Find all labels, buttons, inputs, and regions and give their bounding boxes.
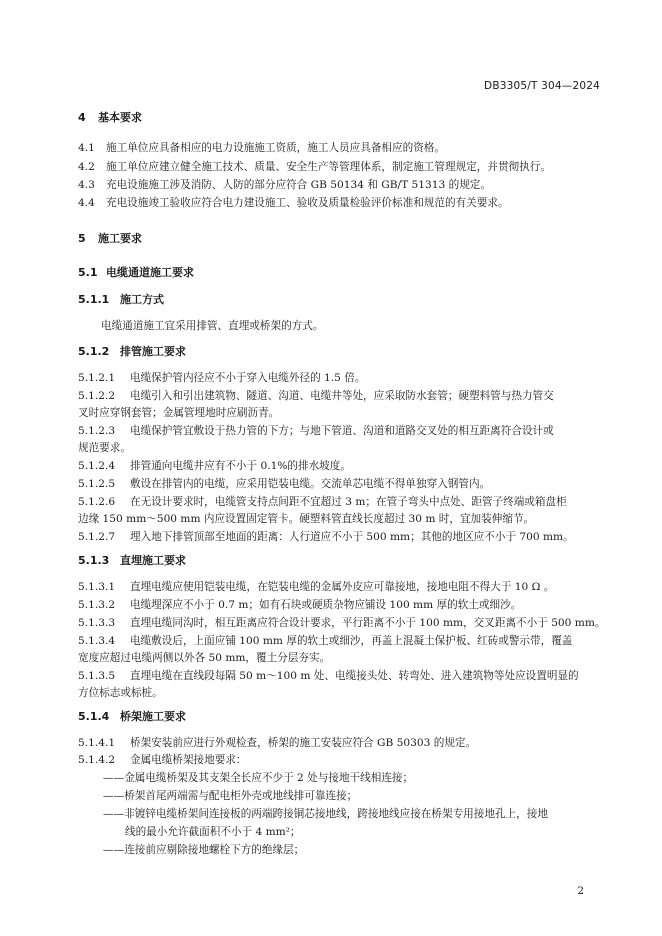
clause-5-1-4-2 — [78, 752, 247, 768]
clause-number: 5.1.3.5 — [78, 670, 116, 682]
clause-number: 5.1.3.2 — [78, 599, 116, 611]
clause-number: 4.2 — [78, 161, 95, 173]
subsection-heading-5-1-2 — [78, 344, 186, 360]
subsection-title: 施工方式 — [120, 293, 164, 306]
clause-text-continued: 宽度应超过电缆两侧以外各 50 mm，覆土分层夯实。 — [78, 652, 331, 664]
clause-text: 排管通向电缆井应有不小于 0.1%的排水坡度。 — [130, 460, 351, 472]
section-heading-5 — [78, 231, 142, 247]
subsection-number: 5.1.2 — [78, 345, 110, 358]
clause-number: 4.1 — [78, 142, 95, 154]
clause-number: 5.1.2.2 — [78, 390, 116, 402]
section-heading-4 — [78, 110, 142, 126]
clause-text-continued: 规范要求。 — [78, 442, 131, 454]
clause-4-2 — [78, 159, 551, 175]
clause-4-1 — [78, 140, 445, 156]
subsection-number: 5.1.3 — [78, 554, 110, 567]
clause-number: 5.1.2.4 — [78, 460, 116, 472]
clause-5-1-2-5 — [78, 476, 490, 492]
subsection-number: 5.1.4 — [78, 710, 110, 723]
clause-text-continued: 方位标志或标桩。 — [78, 687, 163, 699]
clause-number: 5.1.2.6 — [78, 496, 116, 508]
clause-number: 5.1.2.7 — [78, 531, 116, 543]
clause-5-1-3-4 — [78, 633, 572, 649]
subsection-title: 电缆通道施工要求 — [106, 266, 194, 279]
clause-5-1-2-1 — [78, 370, 365, 386]
section-title: 基本要求 — [98, 111, 142, 124]
clause-number: 5.1.2.3 — [78, 425, 116, 437]
clause-text: 金属电缆桥架接地要求： — [130, 754, 247, 766]
subsection-heading-5-1-1 — [78, 292, 164, 308]
clause-5-1-2-6 — [78, 494, 567, 510]
clause-5-1-3-3 — [78, 615, 605, 631]
paragraph-5-1-1: 电缆通道施工宜采用排管、直埋或桥架的方式。 — [101, 320, 324, 332]
clause-text: 在无设计要求时，电缆管支持点间距不宜超过 3 m；在管子弯头中点处、距管子终端或箱盘柜 — [130, 496, 567, 508]
clause-5-1-2-4 — [78, 458, 351, 474]
clause-text: 电缆引入和引出建筑物、隧道、沟道、电缆井等处，应采取防水套管；硬塑料管与热力管交 — [130, 390, 554, 402]
clause-text: 电缆保护管内径应不小于穿入电缆外径的 1.5 倍。 — [130, 372, 366, 384]
subsection-number: 5.1 — [78, 266, 98, 279]
page-number: 2 — [577, 885, 584, 897]
clause-text: 充电设施竣工验收应符合电力建设施工、验收及质量检验评价标准和规范的有关要求。 — [106, 197, 509, 209]
section-title: 施工要求 — [98, 232, 142, 245]
clause-4-3 — [78, 177, 491, 193]
clause-number: 5.1.2.5 — [78, 478, 116, 490]
clause-text-continued: 边缘 150 mm～500 mm 内应设置固定管卡。硬塑料管直线长度超过 30 m 时，宜加装伸缩节。 — [78, 513, 535, 525]
clause-text: 直埋电缆同沟时，相互距离应符合设计要求，平行距离不小于 100 mm，交叉距离不小于 500 mm。 — [130, 617, 606, 629]
subsection-title: 桥架施工要求 — [120, 710, 186, 723]
clause-text: 直埋电缆应使用铠装电缆，在铠装电缆的金属外皮应可靠接地，接地电阻不得大于 10 Ω 。 — [130, 581, 555, 593]
clause-5-1-3-1 — [78, 579, 554, 595]
subsection-title: 直埋施工要求 — [120, 554, 186, 567]
dash-list-item: ——金属电缆桥架及其支架全长应不少于 2 处与接地干线相连接； — [103, 772, 414, 784]
subsection-heading-5-1-4 — [78, 709, 186, 725]
clause-text: 施工单位应建立健全施工技术、质量、安全生产等管理体系，制定施工管理规定，并贯彻执行。 — [106, 161, 551, 173]
subsection-heading-5-1-3 — [78, 553, 186, 569]
clause-5-1-2-2 — [78, 388, 554, 404]
section-number: 5 — [78, 232, 86, 245]
clause-text: 施工单位应具备相应的电力设施施工资质，施工人员应具备相应的资格。 — [106, 142, 445, 154]
subsection-title: 排管施工要求 — [120, 345, 186, 358]
clause-number: 5.1.4.2 — [78, 754, 116, 766]
clause-text: 电缆埋深应不小于 0.7 m；如有石块或硬质杂物应铺设 100 mm 厚的软土或细沙。 — [130, 599, 522, 611]
clause-number: 4.4 — [78, 197, 95, 209]
dash-list-item-continued: 线的最小允许截面积不小于 4 mm²； — [125, 826, 301, 838]
clause-text-continued: 叉时应穿钢套管；金属管埋地时应刷沥青。 — [78, 407, 280, 419]
clause-number: 5.1.3.4 — [78, 635, 116, 647]
clause-number: 5.1.3.3 — [78, 617, 116, 629]
dash-list-item: ——非镀锌电缆桥架间连接板的两端跨接铜芯接地线，跨接地线应接在桥架专用接地孔上，接地 — [103, 808, 548, 820]
dash-list-item: ——桥架首尾两端需与配电柜外壳或地线排可靠连接； — [103, 790, 358, 802]
clause-text: 敷设在排管内的电缆，应采用铠装电缆。交流单芯电缆不得单独穿入钢管内。 — [130, 478, 491, 490]
clause-5-1-3-2 — [78, 597, 521, 613]
clause-5-1-2-3 — [78, 423, 554, 439]
clause-text: 埋入地下排管顶部至地面的距离：人行道应不小于 500 mm；其他的地区应不小于 700 mm。 — [130, 531, 574, 543]
clause-text: 电缆保护管宜敷设于热力管的下方；与地下管道、沟道和道路交叉处的相互距离符合设计或 — [130, 425, 554, 437]
clause-5-1-3-5 — [78, 668, 579, 684]
dash-list-item: ——连接前应剔除接地螺栓下方的绝缘层； — [103, 844, 305, 856]
clause-text: 桥架安装前应进行外观检查，桥架的施工安装应符合 GB 50303 的规定。 — [130, 737, 477, 749]
clause-number: 5.1.3.1 — [78, 581, 116, 593]
subsection-heading-5-1 — [78, 265, 194, 281]
clause-text: 电缆敷设后，上面应铺 100 mm 厚的软土或细沙，再盖上混凝土保护板、红砖或警示带，覆盖 — [130, 635, 573, 647]
clause-number: 4.3 — [78, 179, 95, 191]
clause-4-4 — [78, 195, 509, 211]
section-number: 4 — [78, 111, 86, 124]
document-header: DB3305/T 304—2024 — [484, 80, 600, 92]
clause-text: 直埋电缆在直线段每隔 50 m～100 m 处、电缆接头处、转弯处、进入建筑物等处应设置明显的 — [130, 670, 579, 682]
clause-text: 充电设施施工涉及消防、人防的部分应符合 GB 50134 和 GB/T 51313 的规定。 — [106, 179, 491, 191]
clause-5-1-2-7 — [78, 529, 574, 545]
subsection-number: 5.1.1 — [78, 293, 110, 306]
clause-number: 5.1.4.1 — [78, 737, 116, 749]
clause-number: 5.1.2.1 — [78, 372, 116, 384]
clause-5-1-4-1 — [78, 735, 476, 751]
